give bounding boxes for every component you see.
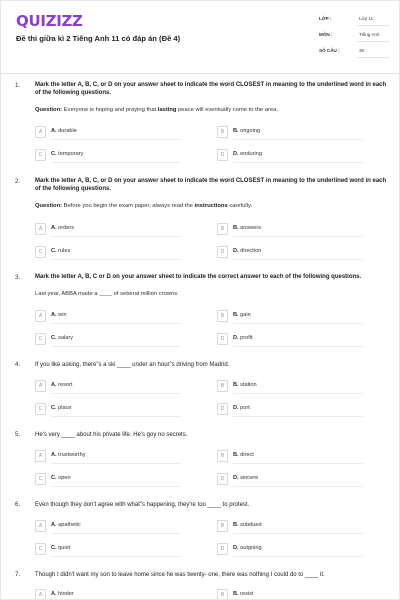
option-text: direct [240, 452, 254, 458]
question-number: 7. [15, 571, 21, 578]
option-rule [51, 486, 181, 487]
option-text: trustworthy [58, 452, 86, 458]
option-letter-box: C [35, 246, 46, 258]
option-label: C. [51, 405, 57, 411]
option-rule [233, 346, 363, 347]
option-label: C. [51, 545, 57, 551]
option-text: apathetic [58, 522, 81, 528]
question-instruction: Mark the letter A, B, C or D on your answer sheet to indicate the correct answer to each of the following questions. [35, 274, 362, 280]
option-text: rules [58, 248, 71, 254]
option-text: quiet [58, 545, 71, 551]
question-number: 4. [15, 361, 21, 368]
question-prompt [35, 203, 390, 209]
worksheet-title: Đề thi giữa kì 2 Tiếng Anh 11 có đáp án (Đề 4) [16, 34, 181, 43]
option-rule [233, 162, 363, 163]
option-letter-box: B [217, 450, 228, 462]
option-letter-box: C [35, 543, 46, 555]
option-text: ongoing [240, 128, 261, 134]
option-letter-box: C [35, 333, 46, 345]
option-label: C. [51, 248, 57, 254]
question-number: 3. [15, 274, 21, 281]
option-letter-box: D [217, 246, 228, 258]
option-letter-box: C [35, 149, 46, 161]
option-text: sincere [240, 475, 259, 481]
meta-divider [357, 41, 389, 42]
meta-count-label: SỐ CÂU : [319, 48, 340, 53]
option-rule [51, 416, 181, 417]
question-text: He's very ____ about his private life. He's goy no secrets. [35, 432, 188, 438]
option-text: profit [240, 335, 253, 341]
prompt-text-after: peace will eventually come to the area. [176, 107, 278, 113]
option-text: station [240, 382, 257, 388]
option-rule [233, 259, 363, 260]
option-text: resist [240, 591, 254, 597]
option-rule [233, 236, 363, 237]
option-text: temporary [58, 151, 84, 157]
option-text: win [58, 312, 67, 318]
option-text: subdued [240, 522, 262, 528]
prompt-keyword: lasting [157, 107, 177, 113]
option-text: port [240, 405, 250, 411]
option-letter-box: B [217, 126, 228, 138]
prompt-text-before: Before you begin the exam paper, always read the [62, 203, 195, 209]
option-label: D. [233, 151, 239, 157]
quizizz-logo[interactable]: QUIZIZZ [16, 12, 83, 30]
meta-subject-value: Tiếng Anh [359, 32, 380, 37]
option-rule [233, 556, 363, 557]
meta-divider [357, 57, 389, 58]
option-rule [51, 323, 181, 324]
option-letter-box: D [217, 149, 228, 161]
option-text: place [58, 405, 72, 411]
option-label: D. [233, 475, 239, 481]
option-letter-box: A [35, 520, 46, 532]
option-letter-box: A [35, 126, 46, 138]
option-label: A. [51, 452, 57, 458]
option-rule [51, 393, 181, 394]
option-letter-box: B [217, 310, 228, 322]
question-number: 5. [15, 431, 21, 438]
option-label: D. [233, 248, 239, 254]
option-rule [233, 393, 363, 394]
question-number: 2. [15, 178, 21, 185]
option-text: outgoing [240, 545, 262, 551]
option-letter-box: C [35, 473, 46, 485]
question-text: Even though they don't agree with what"s happening, they're too ____ to protest. [35, 502, 250, 508]
question-instruction: Mark the letter A, B, C, or D on your answer sheet to indicate the word CLOSEST in meaning to the underlined word in each of the following questions. [35, 82, 387, 97]
option-label: C. [51, 335, 57, 341]
option-letter-box: B [217, 223, 228, 235]
option-rule [233, 139, 363, 140]
option-text: durable [58, 128, 77, 134]
option-label: D. [233, 405, 239, 411]
option-letter-box: D [217, 473, 228, 485]
option-text: salary [58, 335, 74, 341]
option-letter-box: A [35, 223, 46, 235]
option-label: B. [233, 128, 239, 134]
meta-subject-label: MÔN : [319, 32, 333, 37]
meta-count-value: 35 [359, 48, 365, 53]
option-text: orders [58, 225, 75, 231]
question-label: Question: [35, 203, 63, 209]
option-label: D. [233, 335, 239, 341]
option-label: B. [233, 452, 239, 458]
option-label: A. [51, 382, 57, 388]
option-letter-box: D [217, 333, 228, 345]
option-rule [233, 486, 363, 487]
option-letter-box: D [217, 403, 228, 415]
option-rule [233, 533, 363, 534]
option-label: D. [233, 545, 239, 551]
option-letter-box: C [35, 403, 46, 415]
option-text: gain [240, 312, 251, 318]
option-text: open [58, 475, 71, 481]
prompt-text-before: Everyone is hoping and praying that [62, 107, 158, 113]
question-text: If you like asking, there"s a ski ____ under an hour"s driving from Madrid. [35, 362, 230, 368]
option-rule [51, 463, 181, 464]
option-letter-box: D [217, 543, 228, 555]
option-rule [233, 463, 363, 464]
option-rule [51, 162, 181, 163]
option-rule [51, 533, 181, 534]
option-rule [51, 259, 181, 260]
option-letter-box: A [35, 380, 46, 392]
option-label: B. [233, 522, 239, 528]
question-instruction: Mark the letter A, B, C, or D on your answer sheet to indicate the word CLOSEST in meaning to the underlined word in each of the following questions. [35, 178, 387, 193]
option-label: A. [51, 225, 57, 231]
worksheet-header [1, 1, 399, 63]
option-letter-box: B [217, 589, 228, 600]
option-rule [51, 556, 181, 557]
option-rule [233, 323, 363, 324]
header-divider [1, 73, 399, 74]
option-label: B. [233, 225, 239, 231]
prompt-text-before: Last year, ABBA made a ____ of seberal million crowns. [35, 291, 179, 297]
option-rule [51, 236, 181, 237]
option-letter-box: A [35, 450, 46, 462]
option-text: direction [240, 248, 262, 254]
option-label: B. [233, 591, 239, 597]
option-text: hinder [58, 591, 74, 597]
option-letter-box: B [217, 520, 228, 532]
option-letter-box: A [35, 589, 46, 600]
meta-class-label: LỚP : [319, 16, 332, 21]
question-number: 1. [15, 82, 21, 89]
option-label: A. [51, 522, 57, 528]
question-label: Question: [35, 107, 63, 113]
meta-class-value: Lớp 11 [359, 16, 374, 21]
option-label: A. [51, 591, 57, 597]
option-rule [233, 416, 363, 417]
option-label: C. [51, 475, 57, 481]
option-label: B. [233, 382, 239, 388]
question-text: Though I didn't want my son to leave home since he was twenty- one, there was nothing I could do to ____ it. [35, 572, 325, 578]
option-letter-box: A [35, 310, 46, 322]
option-text: enduring [240, 151, 262, 157]
prompt-text-after: carefully. [227, 203, 253, 209]
question-number: 6. [15, 501, 21, 508]
option-label: C. [51, 151, 57, 157]
option-label: A. [51, 312, 57, 318]
option-letter-box: B [217, 380, 228, 392]
option-label: A. [51, 128, 57, 134]
prompt-keyword: instructions [194, 203, 228, 209]
question-prompt [35, 291, 390, 297]
option-label: B. [233, 312, 239, 318]
question-prompt [35, 107, 390, 113]
option-text: answers [240, 225, 261, 231]
option-rule [51, 346, 181, 347]
option-text: resort [58, 382, 73, 388]
meta-divider [357, 25, 389, 26]
option-rule [51, 139, 181, 140]
